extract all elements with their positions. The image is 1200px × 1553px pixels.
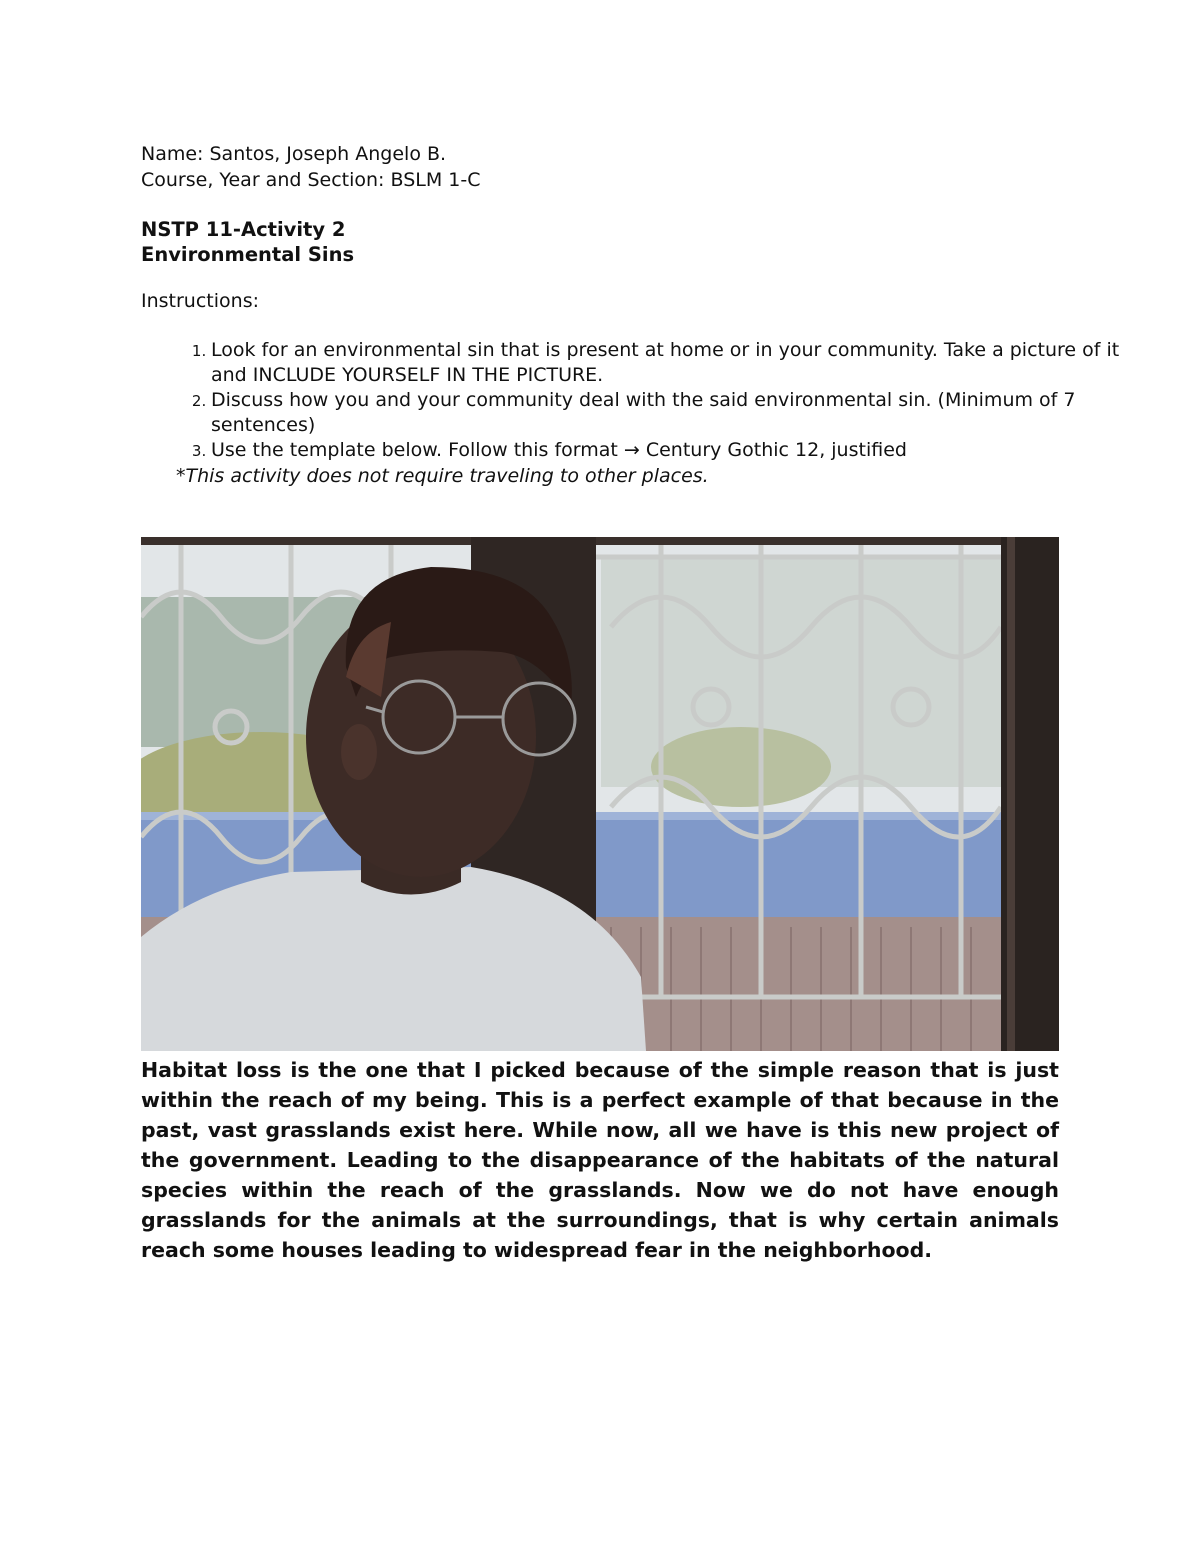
instruction-item: 2. Discuss how you and your community deal with the said environmental sin. (Minimum of 7 sentences)	[211, 388, 1131, 438]
instruction-item: 1. Look for an environmental sin that is present at home or in your community. Take a picture of it and INCLUDE YOURSELF IN THE PICTURE.	[211, 338, 1131, 388]
course-line: Course, Year and Section: BSLM 1-C	[141, 169, 481, 191]
essay-paragraph: Habitat loss is the one that I picked because of the simple reason that is just within the reach of my being. This is a perfect example of that because in the past, vast grasslands exist here. While now, all we have is this new project of the government. Leading to the disappearance of the habitats of the natural species within the reach of the grasslands. Now we do not have enough grasslands for the animals at the surroundings, that is why certain animals reach some houses leading to widespread fear in the neighborhood.	[141, 1058, 1059, 1262]
activity-topic: Environmental Sins	[141, 243, 355, 266]
instructions-note: *This activity does not require traveling to other places.	[176, 465, 709, 487]
activity-heading	[141, 217, 354, 267]
activity-photo	[141, 537, 1059, 1051]
name-line: Name: Santos, Joseph Angelo B.	[141, 143, 447, 165]
activity-title: NSTP 11-Activity 2	[141, 218, 346, 241]
instructions-label: Instructions:	[141, 290, 259, 312]
instructions-list	[141, 338, 1131, 463]
student-info	[141, 141, 481, 193]
instruction-item: 3. Use the template below. Follow this format → Century Gothic 12, justified	[211, 438, 1131, 463]
